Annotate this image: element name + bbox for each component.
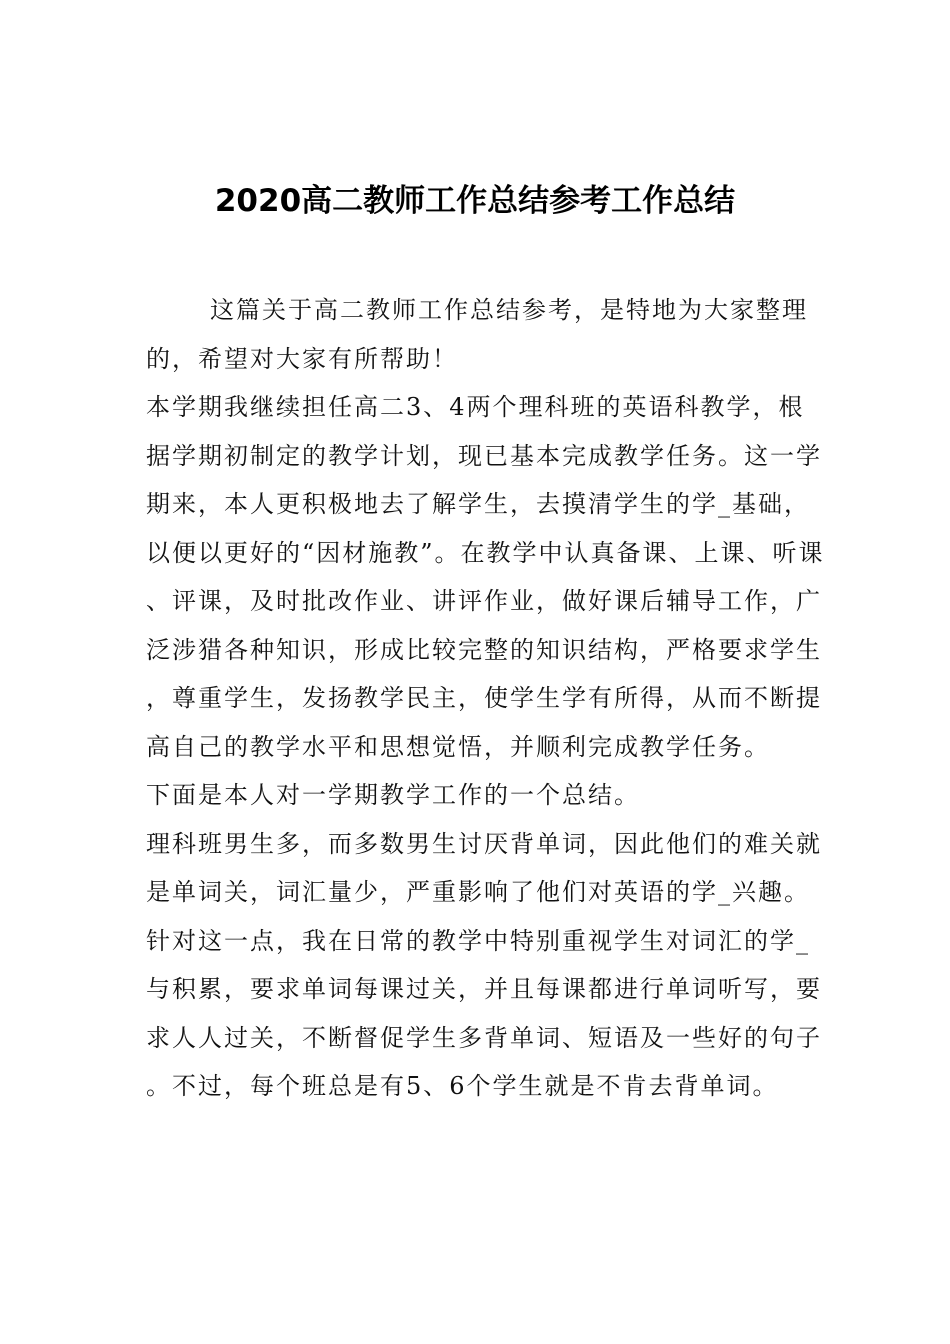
body-paragraph-1: 本学期我继续担任高二3、4两个理科班的英语科教学，根据学期初制定的教学计划，现已基本完成教学任务。这一学期来，本人更积极地去了解学生，去摸清学生的学_基础，以便以更好的“因材施教”。在教学中认真备课、上课、听课、评课，及时批改作业、讲评作业，做好课后辅导工作，广泛涉猎各种知识，形成比较完整的知识结构，严格要求学生，尊重学生，发扬教学民主，使学生学有所得，从而不断提高自己的教学水平和思想觉悟，并顺利完成教学任务。 bbox=[146, 393, 825, 761]
body-paragraph-2: 下面是本人对一学期教学工作的一个总结。 bbox=[146, 781, 640, 809]
body-paragraph-3: 理科班男生多，而多数男生讨厌背单词，因此他们的难关就是单词关，词汇量少，严重影响了他们对英语的学_兴趣。针对这一点，我在日常的教学中特别重视学生对词汇的学_与积累，要求单词每课过关，并且每课都进行单词听写，要求人人过关，不断督促学生多背单词、短语及一些好的句子。不过，每个班总是有5、6个学生就是不肯去背单词。 bbox=[146, 829, 822, 1100]
intro-paragraph: 这篇关于高二教师工作总结参考，是特地为大家整理的，希望对大家有所帮助！ bbox=[146, 296, 808, 373]
document-body bbox=[146, 286, 826, 1111]
document-title: 2020高二教师工作总结参考工作总结 bbox=[214, 182, 736, 219]
